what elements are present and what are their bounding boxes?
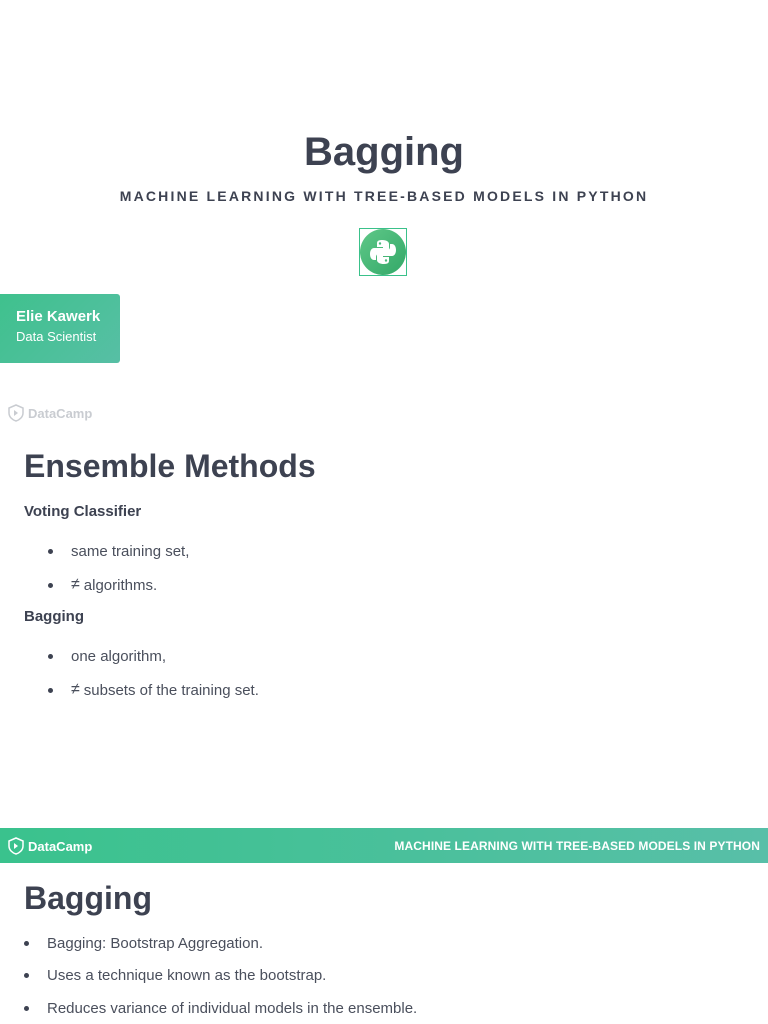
bullet-icon bbox=[48, 583, 53, 588]
list-item bbox=[48, 648, 166, 665]
course-name: MACHINE LEARNING WITH TREE-BASED MODELS IN PYTHON bbox=[394, 839, 760, 853]
bullet-icon bbox=[48, 688, 53, 693]
list-item-text: same training set, bbox=[71, 543, 190, 560]
list-item-text: algorithms. bbox=[83, 576, 158, 594]
slide-header-band bbox=[0, 828, 768, 863]
list-item bbox=[48, 543, 189, 560]
bullet-icon bbox=[24, 973, 29, 978]
bullet-icon bbox=[24, 941, 29, 946]
datacamp-logo bbox=[8, 837, 92, 855]
logo-text: DataCamp bbox=[28, 838, 93, 854]
course-subtitle: MACHINE LEARNING WITH TREE-BASED MODELS IN PYTHON bbox=[119, 188, 649, 204]
author-box bbox=[0, 294, 120, 363]
slide-title: Bagging bbox=[304, 130, 464, 174]
list-item bbox=[24, 935, 263, 952]
list-item bbox=[48, 681, 259, 699]
list-item bbox=[48, 576, 157, 594]
datacamp-shield-icon bbox=[8, 837, 24, 855]
list-item-text: Bagging: Bootstrap Aggregation. bbox=[47, 935, 263, 952]
bullet-icon bbox=[24, 1006, 29, 1011]
not-equal-icon: ≠ bbox=[71, 681, 80, 698]
python-logo-icon bbox=[359, 228, 407, 276]
bagging-title: Bagging bbox=[24, 880, 152, 916]
list-item-text: Reduces variance of individual models in the ensemble. bbox=[47, 1000, 418, 1017]
voting-classifier-heading: Voting Classifier bbox=[24, 503, 142, 520]
bullet-icon bbox=[48, 654, 53, 659]
list-item-text: one algorithm, bbox=[71, 648, 167, 665]
not-equal-icon: ≠ bbox=[71, 576, 80, 593]
watermark-text: DataCamp bbox=[28, 405, 93, 421]
author-role: Data Scientist bbox=[16, 329, 97, 344]
list-item-text: subsets of the training set. bbox=[83, 681, 259, 699]
bullet-icon bbox=[48, 549, 53, 554]
list-item bbox=[24, 1000, 417, 1017]
ensemble-title: Ensemble Methods bbox=[24, 448, 316, 484]
list-item-text: Uses a technique known as the bootstrap. bbox=[47, 967, 327, 984]
list-item bbox=[24, 967, 326, 984]
title-slide bbox=[0, 0, 768, 421]
datacamp-watermark bbox=[8, 404, 92, 422]
bagging-heading: Bagging bbox=[24, 608, 84, 625]
author-name: Elie Kawerk bbox=[16, 308, 101, 325]
datacamp-shield-icon bbox=[8, 404, 24, 422]
